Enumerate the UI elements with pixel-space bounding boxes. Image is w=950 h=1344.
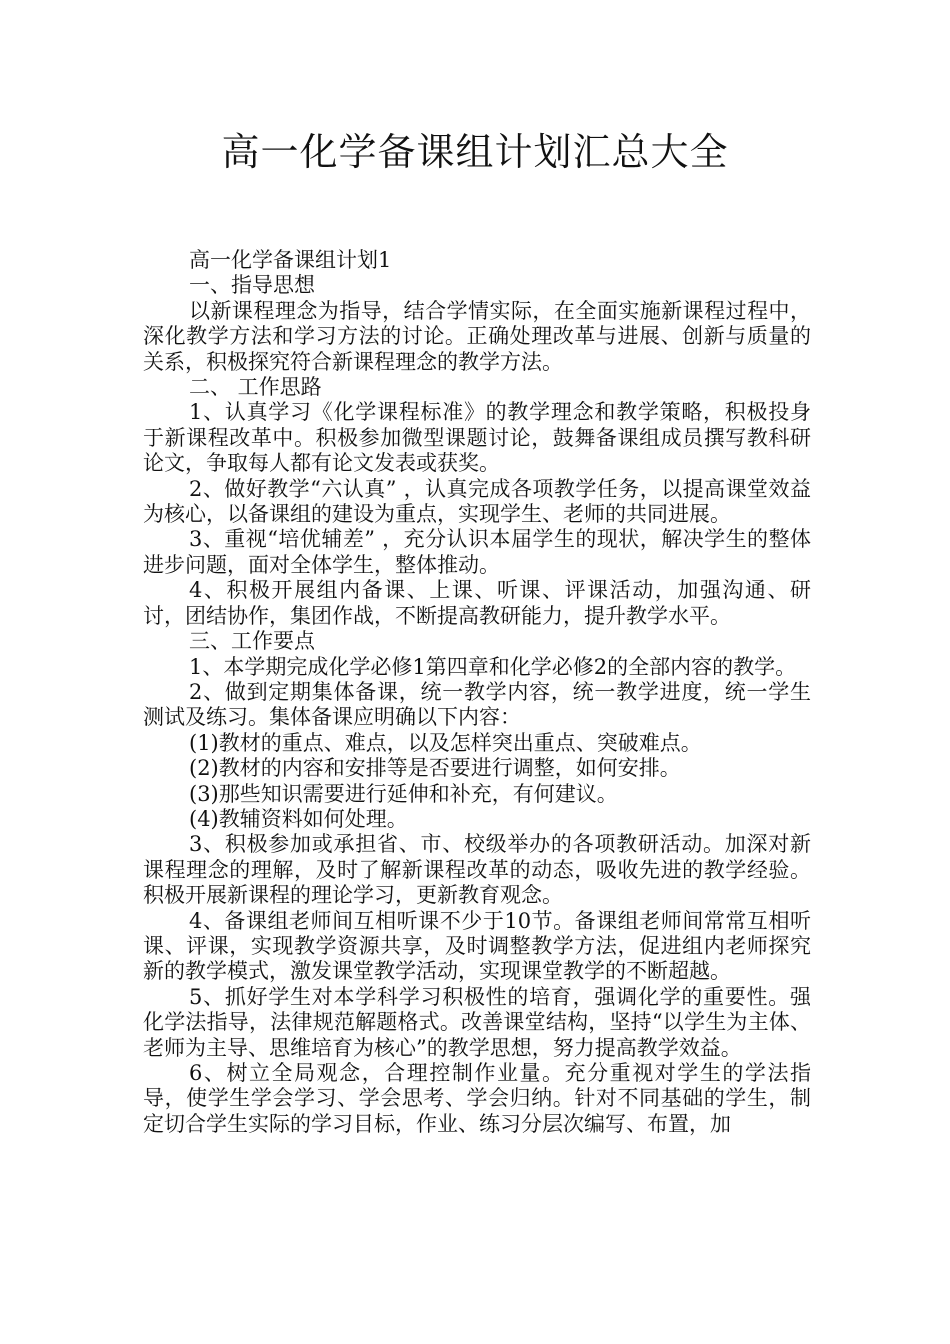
list-item: (2)教材的内容和安排等是否要进行调整，如何安排。: [189, 756, 681, 781]
paragraph: 6、树立全局观念，合理控制作业量。充分重视对学生的学法指导，使学生学会学习、学会思考、学会归纳。针对不同基础的学生，制定切合学生实际的学习目标，作业、练习分层次编写、布置，加: [143, 1061, 811, 1136]
list-item: (3)那些知识需要进行延伸和补充，有何建议。: [189, 781, 618, 806]
section-plan-title: 高一化学备课组计划1: [189, 248, 392, 272]
paragraph: 4、备课组老师间互相听课不少于10节。备课组老师间常常互相听课、评课，实现教学资源共享，及时调整教学方法，促进组内老师探究新的教学模式，激发课堂教学活动，实现课堂教学的不断超越。: [143, 908, 811, 984]
list-item: (1)教材的重点、难点，以及怎样突出重点、突破难点。: [189, 730, 702, 755]
paragraph: 5、抓好学生对本学科学习积极性的培育，强调化学的重要性。强化学法指导，法律规范解题格式。改善课堂结构，坚持“以学生为主体、老师为主导、思维培育为核心”的教学思想，努力提高教学效益。: [143, 984, 811, 1060]
list-item: (4)教辅资料如何处理。: [189, 806, 408, 831]
paragraph: 3、重视“培优辅差” ，充分认识本届学生的现状，解决学生的整体进步问题，面对全体学生，整体推动。: [143, 527, 811, 577]
paragraph: 1、认真学习《化学课程标准》的教学理念和教学策略，积极投身于新课程改革中。积极参加微型课题讨论，鼓舞备课组成员撰写教科研论文，争取每人都有论文发表或获奖。: [143, 400, 811, 476]
heading-guiding-ideology: 一、指导思想: [189, 273, 315, 298]
paragraph: 2、做好教学“六认真” ，认真完成各项教学任务，以提高课堂效益为核心，以备课组的建设为重点，实现学生、老师的共同进展。: [143, 476, 811, 527]
paragraph: 4、积极开展组内备课、上课、听课、评课活动，加强沟通、研讨，团结协作，集团作战，不断提高教研能力，提升教学水平。: [143, 578, 811, 628]
paragraph: 3、积极参加或承担省、市、校级举办的各项教研活动。加深对新课程理念的理解，及时了解新课程改革的动态，吸收先进的教学经验。积极开展新课程的理论学习，更新教育观念。: [143, 832, 811, 908]
paragraph: 2、做到定期集体备课，统一教学内容，统一教学进度，统一学生测试及练习。集体备课应明确以下内容：: [143, 679, 811, 730]
document-title: 高一化学备课组计划汇总大全: [221, 130, 729, 174]
paragraph: 以新课程理念为指导，结合学情实际，在全面实施新课程过程中，深化教学方法和学习方法的讨论。正确处理改革与进展、创新与质量的关系，积极探究符合新课程理念的教学方法。: [143, 298, 811, 374]
paragraph: 1、本学期完成化学必修1第四章和化学必修2的全部内容的教学。: [189, 654, 797, 679]
heading-work-ideas: 二、 工作思路: [189, 375, 322, 400]
document-body: [143, 248, 811, 1137]
heading-work-points: 三、工作要点: [189, 629, 315, 654]
